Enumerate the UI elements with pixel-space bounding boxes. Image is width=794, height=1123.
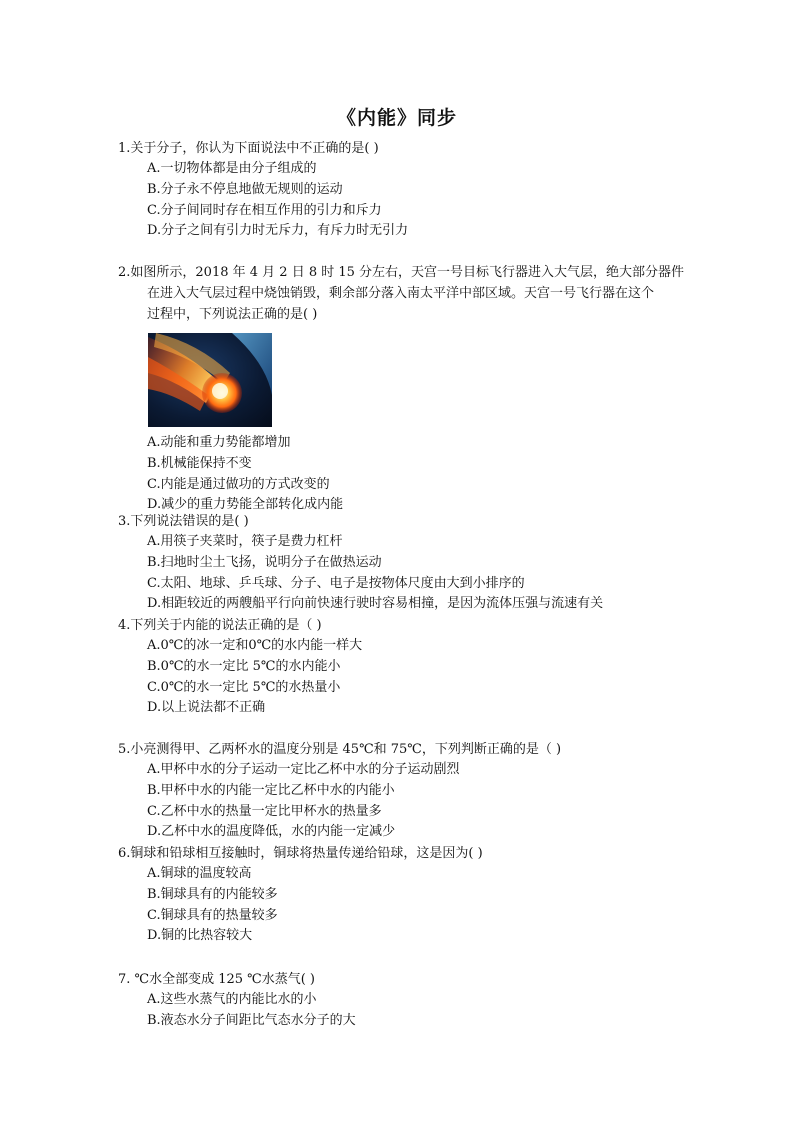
page-title: 《内能》同步 (336, 107, 457, 129)
option-a: A.0℃的冰一定和0℃的水内能一样大 (147, 638, 363, 653)
option-d: D.分子之间有引力时无斥力，有斥力时无引力 (147, 223, 409, 239)
option-d: D.相距较近的两艘船平行向前快速行驶时容易相撞，是因为流体压强与流速有关 (147, 596, 604, 612)
question-stem: 4.下列关于内能的说法正确的是（ ) (118, 618, 322, 633)
option-a: A.这些水蒸气的内能比水的小 (147, 992, 317, 1007)
option-a: A.甲杯中水的分子运动一定比乙杯中水的分子运动剧烈 (147, 762, 460, 777)
question-1 (118, 138, 708, 242)
option-c: C.分子间同时存在相互作用的引力和斥力 (147, 202, 382, 218)
stem-line-3: 过程中，下列说法正确的是( ) (147, 307, 318, 322)
options-list (118, 159, 708, 242)
question-4 (118, 615, 708, 719)
option-a: A.铜球的温度较高 (147, 866, 252, 881)
option-b: B.液态水分子间距比气态水分子的大 (147, 1012, 356, 1028)
options-list (118, 864, 708, 947)
option-a: A.一切物体都是由分子组成的 (147, 161, 317, 176)
options-list (118, 636, 708, 719)
option-c: C.太阳、地球、乒乓球、分子、电子是按物体尺度由大到小排序的 (147, 575, 525, 591)
options-list (118, 433, 708, 516)
option-c: C.铜球具有的热量较多 (147, 907, 278, 923)
question-stem: 6.铜球和铅球相互接触时，铜球将热量传递给铅球，这是因为( ) (118, 846, 483, 861)
option-b: B.机械能保持不变 (147, 455, 252, 471)
options-list (118, 760, 708, 843)
question-stem: 5.小亮测得甲、乙两杯水的温度分别是 45℃和 75℃，下列判断正确的是（ ) (118, 742, 562, 757)
option-b: B.扫地时尘土飞扬，说明分子在做热运动 (147, 554, 382, 570)
question-3 (118, 511, 708, 615)
question-stem (118, 262, 708, 325)
stem-line-1: 2.如图所示，2018 年 4 月 2 日 8 时 15 分左右，天宫一号目标飞行器进入大气层，绝大部分器件 (118, 265, 685, 280)
option-a: A.动能和重力势能都增加 (147, 435, 291, 450)
question-stem: 3.下列说法错误的是( ) (118, 514, 249, 529)
option-d: D.减少的重力势能全部转化成内能 (147, 497, 344, 513)
question-stem: 1.关于分子，你认为下面说法中不正确的是( ) (118, 141, 379, 156)
option-c: C.0℃的水一定比 5℃的水热量小 (147, 679, 341, 695)
options-list (118, 532, 708, 615)
option-b: B.铜球具有的内能较多 (147, 886, 278, 902)
option-d: D.铜的比热容较大 (147, 928, 253, 944)
question-6 (118, 843, 708, 947)
option-b: B.分子永不停息地做无规则的运动 (147, 181, 343, 197)
question-5 (118, 739, 708, 843)
option-c: C.乙杯中水的热量一定比甲杯水的热量多 (147, 803, 382, 819)
question-2 (118, 262, 708, 516)
question-7 (118, 969, 708, 1032)
stem-line-2: 在进入大气层过程中烧蚀销毁，剩余部分落入南太平洋中部区域。天宫一号飞行器在这个 (147, 286, 655, 301)
option-d: D.乙杯中水的温度降低，水的内能一定减少 (147, 824, 396, 840)
fireball-illustration (148, 333, 272, 427)
option-b: B.0℃的水一定比 5℃的水内能小 (147, 658, 341, 674)
reentry-fireball-image (148, 333, 272, 427)
question-stem: 7. ℃水全部变成 125 ℃水蒸气( ) (118, 972, 315, 987)
option-b: B.甲杯中水的内能一定比乙杯中水的内能小 (147, 782, 395, 798)
option-c: C.内能是通过做功的方式改变的 (147, 476, 330, 492)
options-list (118, 990, 708, 1032)
option-a: A.用筷子夹菜时，筷子是费力杠杆 (147, 534, 343, 549)
option-d: D.以上说法都不正确 (147, 700, 266, 716)
